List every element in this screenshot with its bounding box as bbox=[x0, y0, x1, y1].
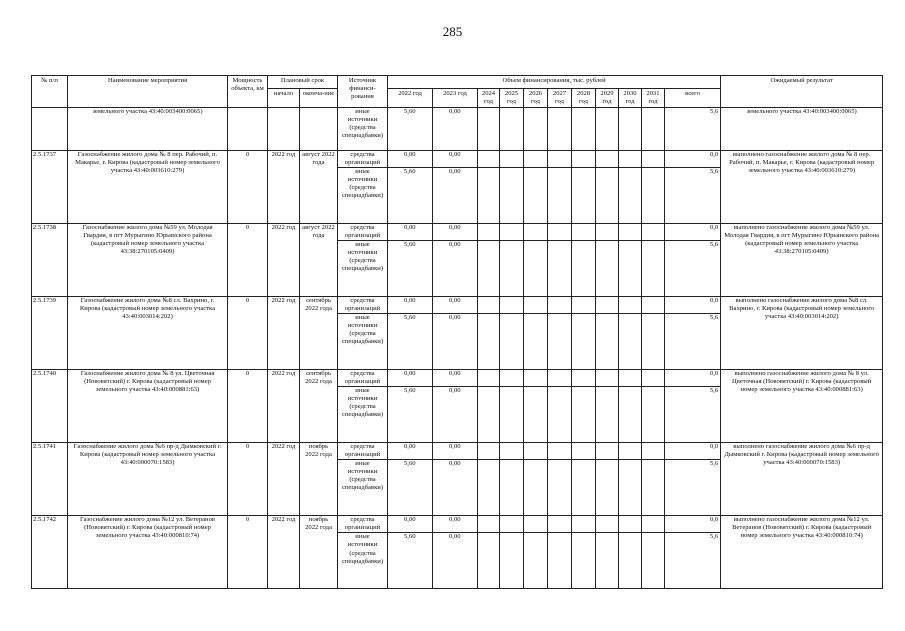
row-value-2022: 0,00 bbox=[388, 151, 433, 168]
row-end: сентябрь 2022 года bbox=[300, 297, 338, 370]
row-source-other: иные источники (средства спецнадбавки) bbox=[338, 533, 388, 589]
row-value-2023: 0,00 bbox=[433, 108, 478, 151]
table-row bbox=[32, 224, 883, 241]
row-source-organizations: средства организаций bbox=[338, 297, 388, 314]
header-year: 2023 год bbox=[433, 89, 478, 108]
row-start: 2022 год bbox=[268, 297, 300, 370]
header-year: 2028 год bbox=[572, 89, 596, 108]
row-capacity: 0 bbox=[228, 151, 268, 224]
row-total: 5,6 bbox=[665, 387, 721, 443]
row-number: 2.5.1740 bbox=[32, 370, 68, 443]
row-result: выполнено газоснабжение жилого дома №12 ул. Ветеранов (Нововятский) г. Кирова (кадастровый номер земельного участка 43:40:000810:74) bbox=[721, 516, 883, 589]
header-no: № п/п bbox=[32, 76, 68, 108]
row-value-2022: 5,60 bbox=[388, 108, 433, 151]
row-result: выполнено газоснабжение жилого дома №59 ул. Молодая Гвардия, в пгт Мурыгино Юрьянского района (кадастровый номер земельного участка 43:38:270105:0409) bbox=[721, 224, 883, 297]
row-start: 2022 год bbox=[268, 224, 300, 297]
financing-table bbox=[31, 75, 883, 589]
row-name: Газоснабжение жилого дома №59 ул. Молодая Гвардия, в пгт Мурыгино Юрьянского района (кадастровый номер земельного участка 43:38:270105:0409) bbox=[68, 224, 228, 297]
row-total: 0,0 bbox=[665, 516, 721, 533]
header-name: Наименование мероприятия bbox=[68, 76, 228, 108]
row-value-2022: 5,60 bbox=[388, 241, 433, 297]
row-capacity: 0 bbox=[228, 370, 268, 443]
row-total: 5,6 bbox=[665, 241, 721, 297]
row-total: 0,0 bbox=[665, 224, 721, 241]
row-end: ноябрь 2022 года bbox=[300, 443, 338, 516]
row-value-2022: 5,60 bbox=[388, 460, 433, 516]
header-volume: Объем финансирования, тыс. рублей bbox=[388, 76, 721, 89]
row-end: ноябрь 2022 года bbox=[300, 516, 338, 589]
row-source-other: иные источники (средства спецнадбавки) bbox=[338, 241, 388, 297]
row-total: 5,6 bbox=[665, 460, 721, 516]
row-value-2023: 0,00 bbox=[433, 297, 478, 314]
row-source-other: иные источники (средства спецнадбавки) bbox=[338, 460, 388, 516]
row-start: 2022 год bbox=[268, 151, 300, 224]
row-result: выполнено газоснабжение жилого дома №8 сл. Вахрино, г. Кирова (кадастровый номер земельного участка 43:40:003014:202) bbox=[721, 297, 883, 370]
row-result: выполнено газоснабжение жилого дома №6 пр-д Дымковский г. Кирова (кадастровый номер земельного участка 43:40:000070:1583) bbox=[721, 443, 883, 516]
header-plan-term: Плановый срок bbox=[268, 76, 338, 89]
row-value-2023: 0,00 bbox=[433, 241, 478, 297]
row-capacity: 0 bbox=[228, 297, 268, 370]
row-value-2022: 0,00 bbox=[388, 443, 433, 460]
row-source-other: иные источники (средства спецнадбавки) bbox=[338, 314, 388, 370]
header-end: оконча-ние bbox=[300, 89, 338, 108]
table-row bbox=[32, 297, 883, 314]
row-end: август 2022 года bbox=[300, 151, 338, 224]
header-start: начало bbox=[268, 89, 300, 108]
row-value-2023: 0,00 bbox=[433, 151, 478, 168]
header-total: всего bbox=[665, 89, 721, 108]
row-result: выполнено газоснабжение жилого дома № 8 пер. Рабочий, п. Макарье, г. Кирова (кадастровый номер земельного участка 43:40:003610:279) bbox=[721, 151, 883, 224]
header-source: Источник финанси-рования bbox=[338, 76, 388, 108]
row-total: 5,6 bbox=[665, 168, 721, 224]
row-name: Газоснабжение жилого дома №8 сл. Вахрино, г. Кирова (кадастровый номер земельного участка 43:40:003014:202) bbox=[68, 297, 228, 370]
header-year: 2031 год bbox=[642, 89, 665, 108]
header-year: 2025 год bbox=[500, 89, 524, 108]
row-value-2023: 0,00 bbox=[433, 314, 478, 370]
row-source-organizations: средства организаций bbox=[338, 443, 388, 460]
header-year: 2026 год bbox=[524, 89, 548, 108]
row-start: 2022 год bbox=[268, 443, 300, 516]
row-total: 0,0 bbox=[665, 151, 721, 168]
row-start: 2022 год bbox=[268, 370, 300, 443]
row-value-2023: 0,00 bbox=[433, 443, 478, 460]
header-year: 2029 год bbox=[596, 89, 619, 108]
row-value-2022: 0,00 bbox=[388, 224, 433, 241]
table-row bbox=[32, 516, 883, 533]
row-source-organizations: средства организаций bbox=[338, 370, 388, 387]
row-value-2022: 5,60 bbox=[388, 387, 433, 443]
page-number: 285 bbox=[442, 24, 463, 39]
row-value-2022: 5,60 bbox=[388, 533, 433, 589]
header-year: 2030 год bbox=[619, 89, 642, 108]
table-row bbox=[32, 443, 883, 460]
header-result: Ожидаемый результат bbox=[721, 76, 883, 108]
row-number: 2.5.1738 bbox=[32, 224, 68, 297]
row-name: Газоснабжение жилого дома № 8 пер. Рабочий, п. Макарье, г. Кирова (кадастровый номер земельного участка 43:40:003610:279) bbox=[68, 151, 228, 224]
row-value-2023: 0,00 bbox=[433, 460, 478, 516]
table-row bbox=[32, 151, 883, 168]
row-source-organizations: средства организаций bbox=[338, 151, 388, 168]
row-source: иные источники (средства спецнадбавки) bbox=[338, 108, 388, 151]
row-value-2022: 0,00 bbox=[388, 516, 433, 533]
row-total: 0,0 bbox=[665, 370, 721, 387]
row-number: 2.5.1737 bbox=[32, 151, 68, 224]
row-source-organizations: средства организаций bbox=[338, 224, 388, 241]
row-capacity: 0 bbox=[228, 443, 268, 516]
row-name: Газоснабжение жилого дома №12 ул. Ветеранов (Нововятский) г. Кирова (кадастровый номер земельного участка 43:40:000810:74) bbox=[68, 516, 228, 589]
row-end: август 2022 года bbox=[300, 224, 338, 297]
table-row bbox=[32, 370, 883, 387]
row-total: 0,0 bbox=[665, 297, 721, 314]
row-total: 0,0 bbox=[665, 443, 721, 460]
row-value-2023: 0,00 bbox=[433, 516, 478, 533]
row-number: 2.5.1741 bbox=[32, 443, 68, 516]
header-year: 2027 год bbox=[548, 89, 572, 108]
row-capacity: 0 bbox=[228, 516, 268, 589]
row-source-other: иные источники (средства спецнадбавки) bbox=[338, 387, 388, 443]
row-value-2022: 0,00 bbox=[388, 297, 433, 314]
row-value-2023: 0,00 bbox=[433, 533, 478, 589]
row-total: 5,6 bbox=[665, 533, 721, 589]
row-source-other: иные источники (средства спецнадбавки) bbox=[338, 168, 388, 224]
row-end: сентябрь 2022 года bbox=[300, 370, 338, 443]
row-start: 2022 год bbox=[268, 516, 300, 589]
row-total: 5,6 bbox=[665, 314, 721, 370]
row-value-2022: 5,60 bbox=[388, 314, 433, 370]
row-value-2023: 0,00 bbox=[433, 168, 478, 224]
row-name: земельного участка 43:40:003400:0065) bbox=[68, 108, 228, 151]
row-value-2022: 0,00 bbox=[388, 370, 433, 387]
row-result: земельного участка 43:40:003400:0065) bbox=[721, 108, 883, 151]
header-capacity: Мощность объекта, км bbox=[228, 76, 268, 108]
row-result: выполнено газоснабжение жилого дома № 8 ул. Цветочная (Нововятский) г. Кирова (кадастровый номер земельного участка 43:40:000881:63) bbox=[721, 370, 883, 443]
row-number: 2.5.1742 bbox=[32, 516, 68, 589]
row-total: 5,6 bbox=[665, 108, 721, 151]
row-capacity: 0 bbox=[228, 224, 268, 297]
table-row-continuation bbox=[32, 108, 883, 151]
row-name: Газоснабжение жилого дома №6 пр-д Дымковский г. Кирова (кадастровый номер земельного участка 43:40:000070:1583) bbox=[68, 443, 228, 516]
row-number: 2.5.1739 bbox=[32, 297, 68, 370]
header-year: 2022 год bbox=[388, 89, 433, 108]
row-value-2023: 0,00 bbox=[433, 370, 478, 387]
row-name: Газоснабжение жилого дома № 8 ул. Цветочная (Нововятский) г. Кирова (кадастровый номер земельного участка 43:40:000881:63) bbox=[68, 370, 228, 443]
row-value-2023: 0,00 bbox=[433, 387, 478, 443]
header-year: 2024 год bbox=[478, 89, 500, 108]
row-value-2022: 5,60 bbox=[388, 168, 433, 224]
row-value-2023: 0,00 bbox=[433, 224, 478, 241]
row-source-organizations: средства организаций bbox=[338, 516, 388, 533]
